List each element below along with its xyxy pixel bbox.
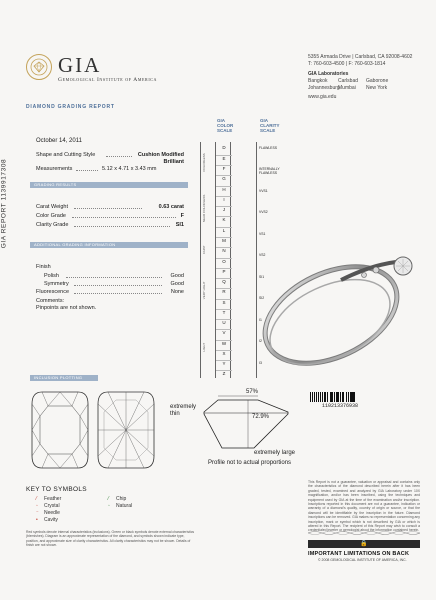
color-grade-p: P: [216, 268, 232, 274]
measurements-row: [36, 166, 184, 173]
labs-row-2: [308, 85, 398, 91]
needle-icon: ⁻: [36, 510, 39, 516]
color-grade-w: W: [216, 340, 232, 346]
key-symbol-label: Crystal: [44, 503, 60, 509]
clarity-grade-label: FLAWLESS: [259, 146, 277, 150]
key-symbol-feather: [36, 496, 61, 502]
comments-text: Pinpoints are not shown.: [36, 305, 97, 311]
color-grade-f: F: [216, 165, 232, 171]
shape-value-cont: Brilliant: [163, 159, 184, 165]
color-grade-i: I: [216, 196, 232, 202]
barcode-bar: [355, 392, 356, 402]
color-grade-q: Q: [216, 278, 232, 284]
color-grade-u: U: [216, 319, 232, 325]
color-grade-l: L: [216, 227, 232, 233]
ring-photo: [246, 240, 426, 390]
fluorescence-value: None: [170, 289, 184, 295]
security-border-icon: [308, 530, 420, 536]
color-grade-j: J: [216, 206, 232, 212]
lab-address: 5355 Armada Drive | Carlsbad, CA 92008-4602: [308, 54, 413, 60]
color-grade-k: K: [216, 216, 232, 222]
finish-label: Finish: [36, 264, 51, 270]
inclusion-plot-band: INCLUSION PLOTTING: [30, 375, 98, 381]
measurements-label: Measurements: [36, 166, 73, 172]
key-symbol-label: Feather: [44, 496, 62, 502]
proportions-diagram: [196, 392, 296, 452]
color-group-label: VERY LIGHT: [202, 281, 206, 300]
security-hologram: [308, 540, 420, 548]
color-grade-v: V: [216, 329, 232, 335]
key-symbol-chip: [108, 496, 126, 502]
lab-city: Mumbai: [338, 85, 356, 91]
gia-logo: [26, 54, 52, 80]
barcode: [310, 392, 390, 402]
natural-icon: ◦: [108, 503, 110, 509]
additional-info-band: ADDITIONAL GRADING INFORMATION: [30, 242, 188, 248]
color-grade-o: O: [216, 258, 232, 264]
clarity-scale-title-1: GIA: [260, 118, 269, 123]
lab-city: Carlsbad: [338, 78, 359, 84]
color-grade-m: M: [216, 237, 232, 243]
carat-row: [36, 204, 184, 211]
color-group-label: LIGHT: [202, 342, 206, 352]
key-title: KEY TO SYMBOLS: [26, 486, 87, 493]
clarity-grade-label: VS1: [259, 231, 266, 236]
color-grade-x: X: [216, 350, 232, 356]
gia-seal-icon: [27, 55, 51, 79]
color-label: Color Grade: [36, 213, 66, 219]
key-symbol-needle: [36, 510, 60, 516]
symmetry-row: [44, 281, 184, 288]
clarity-grade-label: I3: [259, 360, 262, 365]
color-grade-g: G: [216, 175, 232, 181]
color-group-label: COLORLESS: [202, 153, 206, 172]
key-symbol-label: Cavity: [44, 517, 58, 523]
proportions-caption: Profile not to actual proportions: [208, 460, 292, 466]
clarity-scale-title-3: SCALE: [260, 128, 276, 133]
clarity-grade-label: INTERNALLY FLAWLESS: [259, 167, 280, 176]
cavity-icon: •: [36, 517, 38, 523]
color-grade-z: Z: [216, 370, 232, 376]
lock-icon: 🔒: [360, 541, 368, 547]
color-grade-s: S: [216, 299, 232, 305]
color-grade-e: E: [216, 155, 232, 161]
clarity-grade-label: SI1: [259, 274, 265, 279]
fluorescence-row: [36, 289, 184, 296]
crown-plot-diagram: [30, 390, 90, 470]
clarity-grade-label: VS2: [259, 253, 266, 258]
color-grade-t: T: [216, 309, 232, 315]
girdle-label: extremely large: [254, 450, 296, 456]
chip-icon: ⁄: [108, 496, 109, 502]
measurements-value: 5.12 x 4.71 x 3.43 mm: [102, 166, 157, 172]
color-grade-r: R: [216, 288, 232, 294]
shape-label: Shape and Cutting Style: [36, 152, 96, 158]
symmetry-label: Symmetry: [44, 281, 69, 287]
color-grade-n: N: [216, 247, 232, 253]
clarity-grade-label: SI2: [259, 296, 265, 301]
color-scale-title: [217, 118, 233, 133]
key-symbol-cavity: [36, 517, 58, 523]
color-grade-h: H: [216, 186, 232, 192]
clarity-value: SI1: [175, 222, 184, 228]
labs-title: GIA Laboratories: [308, 71, 349, 77]
clarity-scale-title: [260, 118, 280, 133]
culet-label: extremely thin: [170, 404, 197, 417]
color-value: F: [180, 213, 184, 219]
labs-row-1: [308, 78, 398, 84]
crystal-icon: ◦: [36, 503, 38, 509]
color-grade-column: [215, 142, 231, 378]
polish-row: [44, 273, 184, 280]
clarity-scale-title-2: CLARITY: [260, 123, 280, 128]
color-group-label: FAINT: [202, 245, 206, 254]
table-percentage: 57%: [246, 389, 259, 395]
pavilion-plot-diagram: [96, 390, 156, 470]
comments-label: Comments:: [36, 298, 65, 304]
key-symbol-label: Needle: [44, 510, 60, 516]
color-row: [36, 213, 184, 220]
key-symbol-natural: [108, 503, 132, 509]
org-name: GIA: [58, 53, 102, 77]
clarity-grade-label: VVS2: [259, 210, 268, 215]
fluorescence-label: Fluorescence: [36, 289, 70, 295]
clarity-grade-label: I1: [259, 317, 262, 322]
color-group-label: NEAR COLORLESS: [202, 194, 206, 223]
feather-icon: ⁄: [36, 496, 37, 502]
website-link[interactable]: www.gia.edu: [308, 94, 337, 100]
lab-phone: T: 760-603-4500 | F: 760-603-1814: [308, 61, 386, 67]
report-title: DIAMOND GRADING REPORT: [26, 104, 115, 110]
key-note: Red symbols denote internal characteristics (inclusions). Green or black symbols denote external characteristics (blemishes). Diagram is an approximate representation of the diamond, and symbols shown indicate type, position, and approximate size of clarity characteristics. All clarity characteristics may not be shown. Details of finish are not shown.: [26, 530, 195, 548]
depth-percentage: 72.9%: [252, 414, 270, 420]
side-report-number: GIA REPORT 1139917308: [0, 158, 8, 249]
color-scale-title-2: COLOR: [217, 123, 234, 128]
key-symbol-crystal: [36, 503, 60, 509]
disclaimer-body: This Report is not a guarantee, valuation or appraisal and contains only the characteristics of the diamond described herein after it has been graded, tested, examined and analyzed by GIA Laboratory under 10X magnification, and/or has been inscribed, using the techniques and equipment used by GIA at the time of the examination and/or inscription. Inscriptions reported in this document are not a guarantee, indication or warranty of a diamond's quality, country of origin or source, or that the diamond will be identifiable by the inscription in the future. Diamond inscriptions can be removed. GIA makes no representation concerning any inscription, mark or symbol which is not described by GIA or which is altered in this Report. The recipient of this Report may wish to consult a credentialed jeweler or gemologist about the information contained herein.: [308, 480, 420, 533]
polish-label: Polish: [44, 273, 59, 279]
shape-value: Cushion Modified: [137, 152, 184, 158]
color-scale-title-3: SCALE: [217, 128, 233, 133]
lab-city: Johannesburg: [308, 85, 340, 91]
color-group-column: [202, 142, 212, 378]
grading-results-band: GRADING RESULTS: [30, 182, 188, 188]
carat-label: Carat Weight: [36, 204, 68, 210]
color-scale-title-1: GIA: [217, 118, 226, 123]
shape-row: [36, 152, 184, 159]
key-symbol-label: Chip: [116, 496, 127, 502]
barcode-number: 110213376938: [322, 403, 359, 409]
polish-value: Good: [170, 273, 184, 279]
clarity-grade-label: VVS1: [259, 188, 268, 193]
report-date: October 14, 2011: [36, 138, 82, 144]
lab-city: Gaborone: [366, 78, 389, 84]
clarity-grade-label: I2: [259, 339, 262, 344]
org-full-name: Gemological Institute of America: [58, 77, 158, 83]
color-grade-d: D: [222, 144, 226, 150]
lab-city: New York: [366, 85, 388, 91]
copyright: © 2008 GEMOLOGICAL INSTITUTE OF AMERICA, INC.: [318, 558, 407, 562]
symmetry-value: Good: [170, 281, 184, 287]
key-symbol-label: Natural: [116, 503, 133, 509]
limitations-title[interactable]: IMPORTANT LIMITATIONS ON BACK: [308, 551, 410, 557]
clarity-label: Clarity Grade: [36, 222, 69, 228]
clarity-row: [36, 222, 184, 229]
carat-value: 0.63 carat: [158, 204, 184, 210]
lab-city: Bangkok: [308, 78, 328, 84]
color-scale: [200, 142, 242, 378]
color-grade-y: Y: [216, 360, 232, 366]
